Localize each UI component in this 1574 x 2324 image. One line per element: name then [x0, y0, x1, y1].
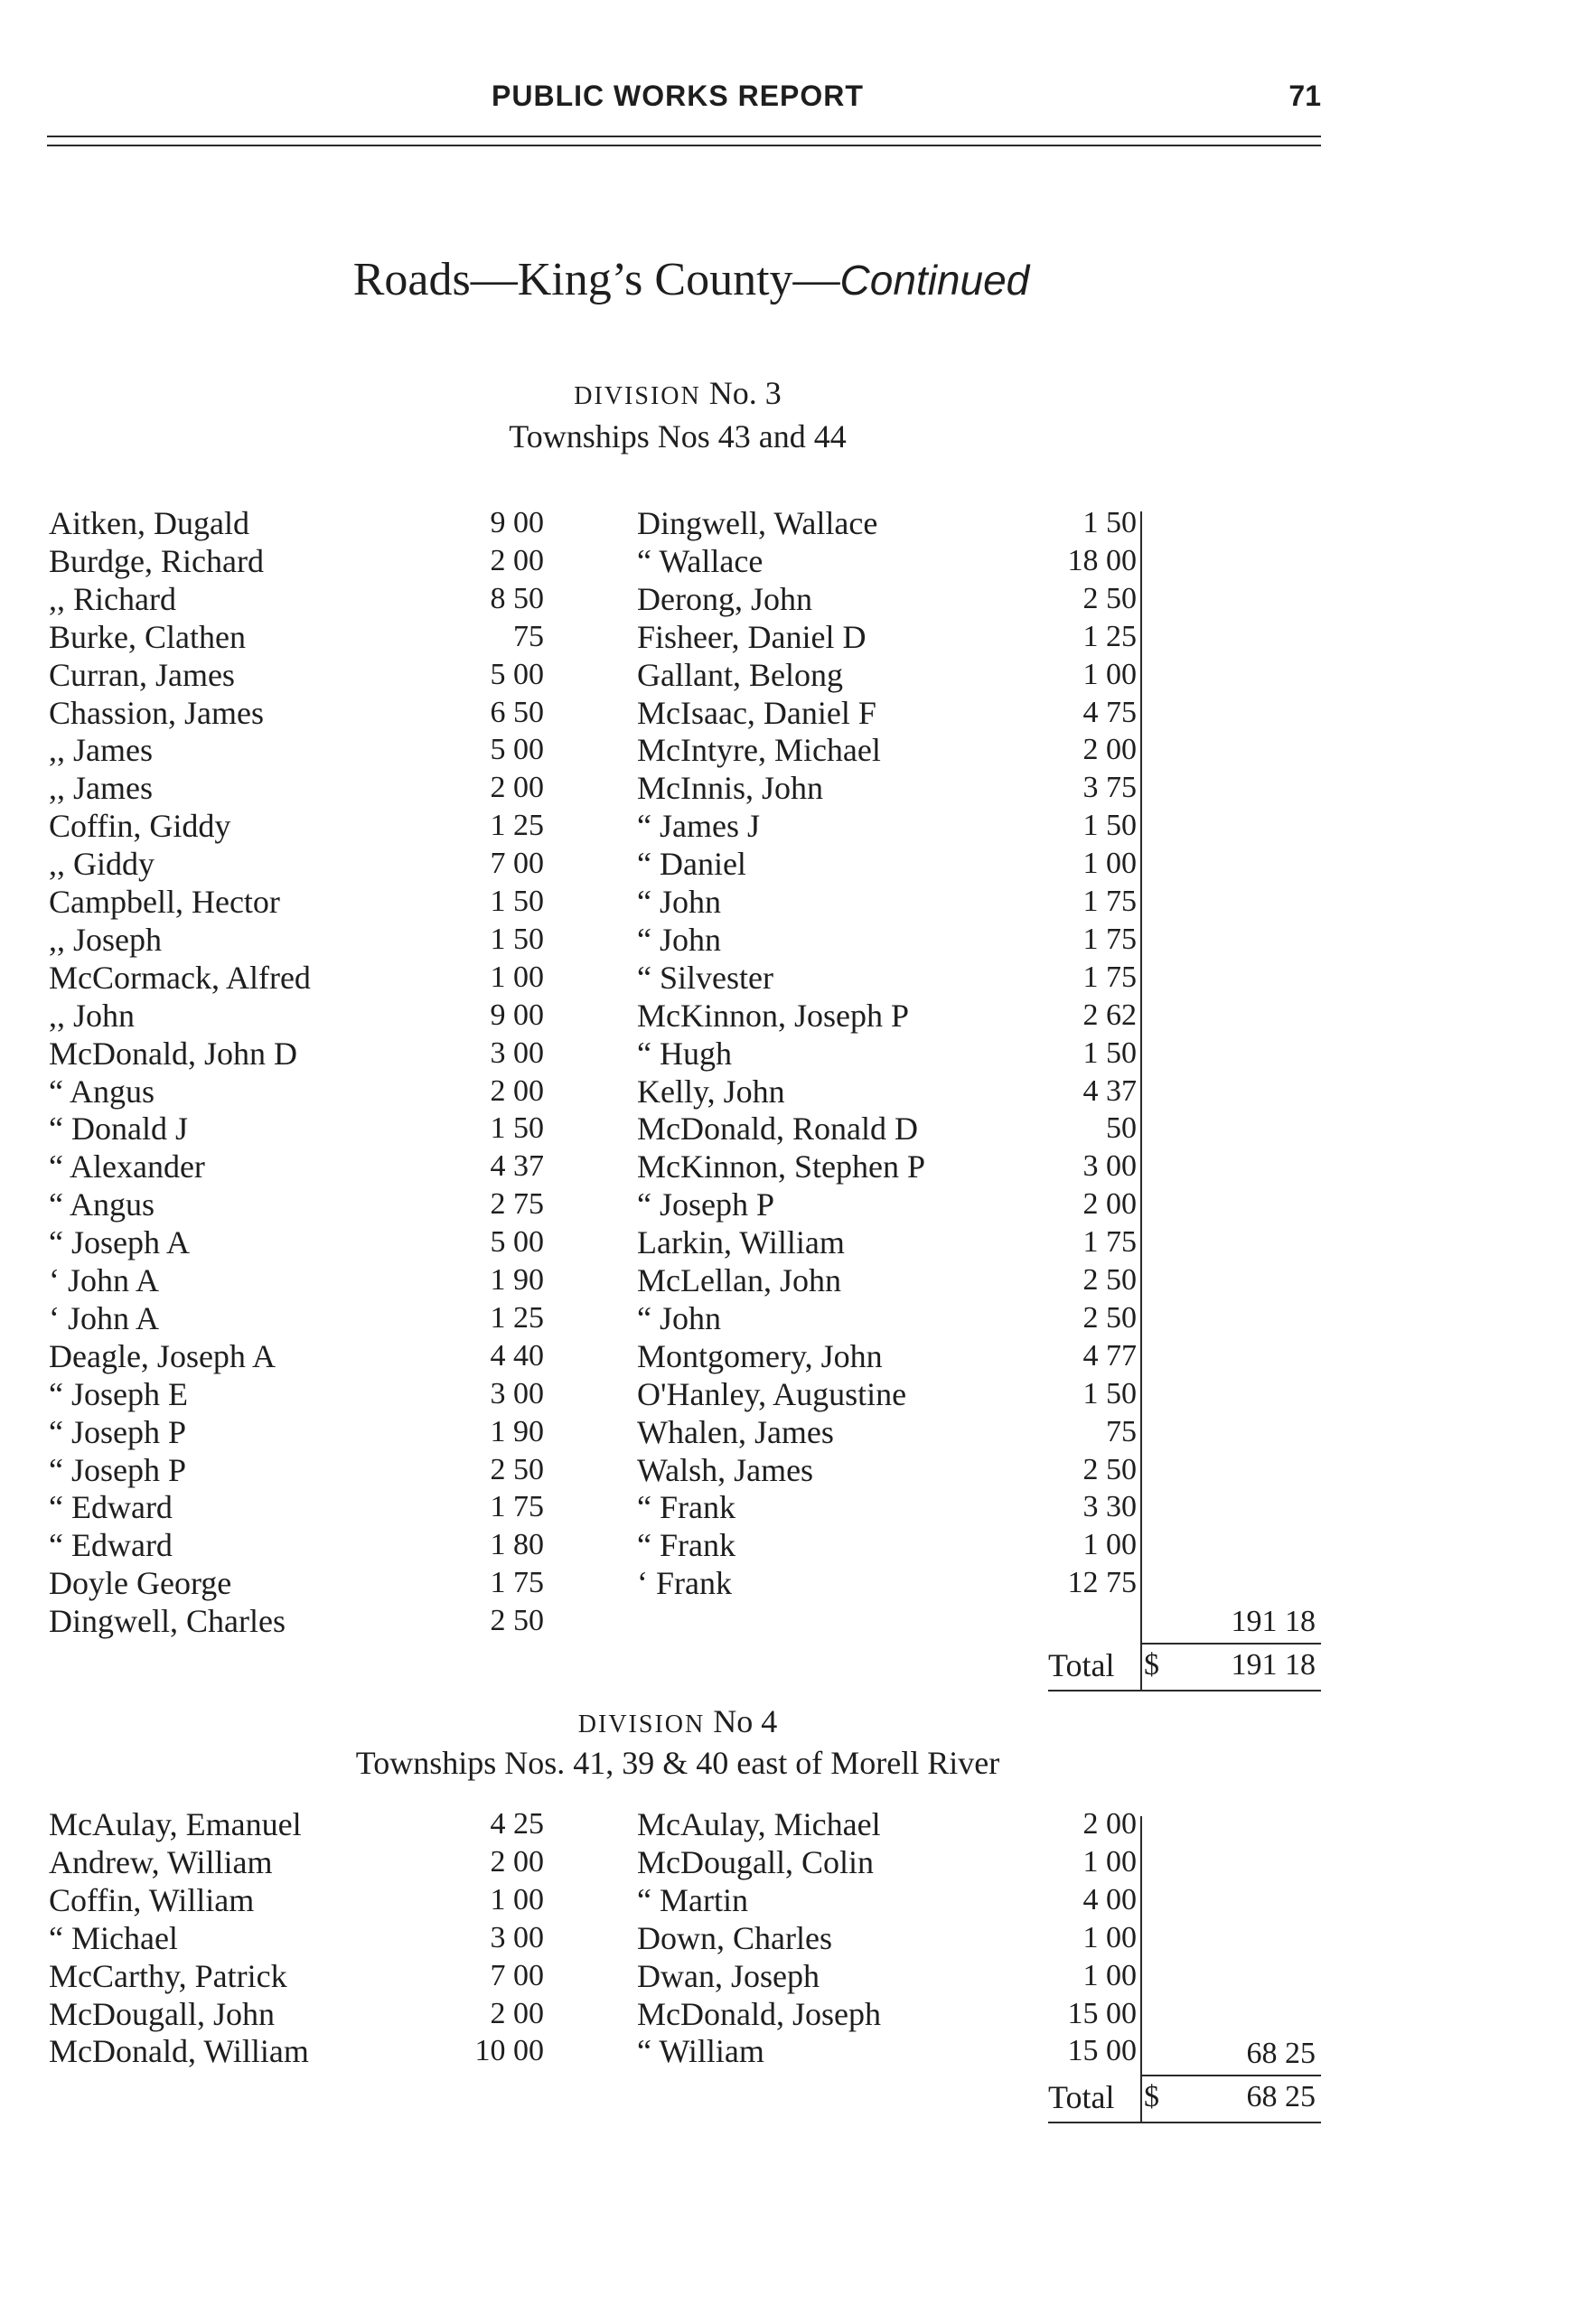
ledger-entry-amount: 7 00	[490, 847, 544, 881]
ledger-entry-name: McInnis, John	[637, 770, 823, 807]
header-rule-bottom	[47, 145, 1321, 146]
ledger-entry-name: Kelly, John	[637, 1073, 785, 1110]
ledger-entry-amount: 10 00	[474, 2034, 544, 2068]
ledger-entry-name: Doyle George	[49, 1565, 232, 1602]
ledger-entry-amount: 2 50	[490, 1452, 544, 1486]
ledger-entry-amount: 3 00	[490, 1376, 544, 1410]
ledger-entry-name: “ Silvester	[637, 959, 773, 996]
ledger-entry-amount: 1 50	[490, 885, 544, 918]
ledger-entry-name: “ Joseph P	[49, 1413, 186, 1450]
ledger-entry-amount: 1 00	[1082, 1528, 1137, 1562]
ledger-entry-name: McDougall, John	[49, 1995, 275, 2032]
ledger-entry-amount: 2 00	[490, 1996, 544, 2030]
ledger-entry-amount: 2 75	[490, 1187, 544, 1222]
ledger-entry-name: Andrew, William	[49, 1843, 273, 1880]
ledger-entry-name: “ Alexander	[49, 1148, 205, 1185]
ledger-entry-amount: 1 50	[1082, 1035, 1137, 1070]
ledger-entry-amount: 1 00	[490, 960, 544, 994]
ledger-entry-name: “ Hugh	[637, 1035, 732, 1072]
ledger-entry-name: “ Joseph P	[637, 1186, 774, 1223]
ledger-entry-amount: 4 00	[1082, 1882, 1137, 1916]
ledger-entry-name: Dwan, Joseph	[637, 1957, 820, 1994]
ledger-entry-amount: 1 00	[1082, 657, 1137, 691]
ledger-entry-amount: 2 50	[490, 1604, 544, 1638]
ledger-entry-name: Down, Charles	[637, 1919, 832, 1956]
ledger-entry-name: ,, Joseph	[49, 921, 162, 958]
ledger-entry-amount: 3 00	[490, 1920, 544, 1954]
ledger-entry-amount: 12 75	[1067, 1566, 1137, 1600]
ledger-entry-name: Coffin, Giddy	[49, 808, 231, 845]
ledger-entry-name: McDonald, John D	[49, 1035, 297, 1072]
ledger-entry-amount: 8 50	[490, 581, 544, 615]
ledger-entry-amount: 9 00	[490, 506, 544, 539]
ledger-entry-name: McCormack, Alfred	[49, 959, 311, 996]
ledger-entry-amount: 2 50	[1082, 1452, 1137, 1486]
ledger-entry-amount: 1 00	[1082, 1844, 1137, 1879]
page-number: 71	[1288, 80, 1321, 112]
division-4-total-rule	[1048, 2122, 1321, 2123]
ledger-entry-amount: 50	[1106, 1111, 1137, 1146]
ledger-entry-amount: 2 50	[1082, 1263, 1137, 1297]
ledger-entry-name: Fisheer, Daniel D	[637, 618, 867, 655]
ledger-entry-name: McKinnon, Joseph P	[637, 997, 910, 1034]
ledger-entry-amount: 9 00	[490, 998, 544, 1032]
division-4-total-label: Total	[1048, 2079, 1115, 2115]
ledger-entry-amount: 1 00	[1082, 1920, 1137, 1954]
ledger-entry-name: “ Martin	[637, 1881, 748, 1918]
running-header	[0, 80, 1574, 116]
ledger-entry-amount: 4 75	[1082, 695, 1137, 729]
ledger-entry-amount: 1 90	[490, 1414, 544, 1448]
ledger-entry-name: “ Michael	[49, 1919, 178, 1956]
ledger-entry-amount: 2 50	[1082, 1300, 1137, 1335]
ledger-entry-amount: 1 90	[490, 1263, 544, 1297]
ledger-entry-amount: 1 75	[1082, 885, 1137, 918]
division-4-heading	[0, 1702, 1355, 1740]
division-4-column-rule	[1140, 1816, 1142, 2123]
ledger-entry-amount: 1 50	[490, 922, 544, 956]
ledger-entry-amount: 2 00	[490, 1073, 544, 1108]
ledger-entry-name: Whalen, James	[637, 1413, 834, 1450]
division-3-sum-rule	[1140, 1643, 1321, 1645]
ledger-entry-name: McIsaac, Daniel F	[637, 694, 876, 731]
ledger-entry-name: “ Donald J	[49, 1110, 188, 1148]
ledger-entry-amount: 2 00	[1082, 1807, 1137, 1841]
ledger-entry-name: “ Edward	[49, 1489, 173, 1526]
ledger-entry-name: McLellan, John	[637, 1262, 841, 1298]
ledger-entry-name: Dingwell, Wallace	[637, 505, 878, 541]
ledger-entry-amount: 4 37	[1082, 1073, 1137, 1108]
ledger-entry-amount: 2 00	[1082, 733, 1137, 767]
ledger-entry-amount: 5 00	[490, 657, 544, 691]
division-3-subheading: Townships Nos 43 and 44	[509, 418, 847, 454]
ledger-entry-name: McCarthy, Patrick	[49, 1957, 287, 1994]
division-3-number: No. 3	[708, 375, 782, 411]
ledger-entry-name: “ John	[637, 884, 721, 920]
ledger-entry-amount: 1 75	[490, 1490, 544, 1524]
ledger-entry-name: McAulay, Michael	[637, 1806, 881, 1842]
ledger-entry-amount: 4 37	[490, 1149, 544, 1184]
ledger-entry-name: Curran, James	[49, 656, 235, 693]
ledger-entry-amount: 1 75	[1082, 1225, 1137, 1260]
ledger-entry-name: ,, John	[49, 997, 136, 1034]
ledger-entry-name: ‘ John A	[49, 1299, 160, 1336]
ledger-entry-name: Dingwell, Charles	[49, 1603, 286, 1640]
ledger-entry-amount: 1 50	[1082, 506, 1137, 539]
ledger-entry-name: Deagle, Joseph A	[49, 1337, 276, 1374]
division-3-total-label: Total	[1048, 1647, 1115, 1683]
division-3-total: 191 18	[1231, 1648, 1316, 1682]
ledger-entry-name: McDonald, Ronald D	[637, 1110, 918, 1148]
ledger-entry-name: Gallant, Belong	[637, 656, 843, 693]
ledger-entry-name: “ Joseph A	[49, 1224, 190, 1261]
ledger-entry-amount: 1 00	[1082, 1958, 1137, 1992]
ledger-entry-amount: 2 00	[1082, 1187, 1137, 1222]
ledger-entry-amount: 1 50	[490, 1111, 544, 1146]
ledger-entry-name: McDougall, Colin	[637, 1843, 874, 1880]
ledger-entry-name: “ Angus	[49, 1073, 155, 1110]
ledger-entry-amount: 3 00	[1082, 1149, 1137, 1184]
ledger-entry-amount: 2 00	[490, 543, 544, 577]
ledger-entry-amount: 1 50	[1082, 1376, 1137, 1410]
division-4-subtotal: 68 25	[1246, 2037, 1316, 2070]
ledger-entry-amount: 1 25	[490, 1300, 544, 1335]
ledger-entry-name: “ John	[637, 921, 721, 958]
division-3-total-rule	[1048, 1690, 1321, 1691]
ledger-entry-amount: 2 00	[490, 1844, 544, 1879]
division-4-sum-rule	[1140, 2075, 1321, 2076]
ledger-entry-amount: 1 75	[490, 1566, 544, 1600]
ledger-entry-name: “ Daniel	[637, 846, 746, 883]
ledger-entry-name: “ John	[637, 1299, 721, 1336]
ledger-entry-amount: 6 50	[490, 695, 544, 729]
ledger-entry-amount: 18 00	[1067, 543, 1137, 577]
title-continued: Continued	[839, 257, 1030, 304]
page-title	[0, 253, 1382, 306]
ledger-entry-amount: 1 50	[1082, 809, 1137, 843]
ledger-entry-amount: 5 00	[490, 733, 544, 767]
ledger-entry-name: ‘ Frank	[637, 1565, 732, 1602]
division-3-column-rule	[1140, 511, 1142, 1691]
ledger-entry-name: “ Frank	[637, 1489, 735, 1526]
ledger-entry-name: “ Joseph E	[49, 1375, 188, 1412]
ledger-entry-name: “ Joseph P	[49, 1451, 186, 1488]
header-rule-top	[47, 136, 1321, 137]
ledger-entry-amount: 3 00	[490, 1035, 544, 1070]
ledger-entry-name: ‘ John A	[49, 1262, 160, 1298]
ledger-entry-name: Burke, Clathen	[49, 618, 246, 655]
ledger-entry-name: McKinnon, Stephen P	[637, 1148, 925, 1185]
ledger-entry-name: ,, James	[49, 732, 153, 769]
division-4-number: No 4	[713, 1703, 778, 1739]
ledger-entry-amount: 1 75	[1082, 922, 1137, 956]
division-3-total-dollar: $	[1144, 1648, 1159, 1682]
ledger-entry-name: McDonald, Joseph	[637, 1995, 881, 2032]
division-4-subheading: Townships Nos. 41, 39 & 40 east of Morell River	[355, 1745, 1000, 1781]
division-4-total: 68 25	[1246, 2080, 1316, 2113]
header-title: PUBLIC WORKS REPORT	[492, 80, 864, 112]
ledger-entry-name: Coffin, William	[49, 1881, 255, 1918]
division-3-label: DIVISION	[574, 382, 701, 410]
ledger-entry-amount: 2 50	[1082, 581, 1137, 615]
ledger-entry-name: McDonald, William	[49, 2033, 309, 2070]
ledger-entry-amount: 15 00	[1067, 1996, 1137, 2030]
ledger-entry-amount: 1 25	[490, 809, 544, 843]
ledger-entry-name: ,, Giddy	[49, 846, 155, 883]
division-4-total-dollar: $	[1144, 2080, 1159, 2113]
ledger-entry-amount: 4 40	[490, 1338, 544, 1373]
ledger-entry-name: “ Edward	[49, 1527, 173, 1564]
ledger-entry-name: O'Hanley, Augustine	[637, 1375, 907, 1412]
ledger-entry-amount: 1 25	[1082, 619, 1137, 653]
ledger-entry-amount: 75	[513, 619, 544, 653]
ledger-entry-amount: 4 25	[490, 1807, 544, 1841]
ledger-entry-name: “ Frank	[637, 1527, 735, 1564]
division-3-heading	[0, 374, 1355, 412]
ledger-entry-name: “ Angus	[49, 1186, 155, 1223]
ledger-entry-name: Campbell, Hector	[49, 884, 280, 920]
ledger-entry-name: ,, Richard	[49, 580, 176, 617]
ledger-entry-name: Derong, John	[637, 580, 812, 617]
ledger-entry-name: “ William	[637, 2033, 764, 2070]
title-main: Roads—King’s County—	[352, 254, 840, 305]
ledger-entry-name: McAulay, Emanuel	[49, 1806, 302, 1842]
division-4-label: DIVISION	[577, 1710, 706, 1738]
ledger-entry-amount: 15 00	[1067, 2034, 1137, 2068]
ledger-entry-name: Chassion, James	[49, 694, 264, 731]
ledger-entry-amount: 1 00	[490, 1882, 544, 1916]
ledger-entry-name: “ James J	[637, 808, 760, 845]
ledger-entry-amount: 2 62	[1082, 998, 1137, 1032]
ledger-entry-amount: 7 00	[490, 1958, 544, 1992]
ledger-entry-amount: 4 77	[1082, 1338, 1137, 1373]
ledger-entry-amount: 3 75	[1082, 771, 1137, 805]
ledger-entry-amount: 3 30	[1082, 1490, 1137, 1524]
ledger-entry-amount: 2 00	[490, 771, 544, 805]
ledger-entry-amount: 1 75	[1082, 960, 1137, 994]
ledger-entry-amount: 1 00	[1082, 847, 1137, 881]
ledger-entry-name: Walsh, James	[637, 1451, 814, 1488]
ledger-entry-name: Burdge, Richard	[49, 542, 264, 579]
ledger-entry-name: Aitken, Dugald	[49, 505, 249, 541]
ledger-entry-amount: 1 80	[490, 1528, 544, 1562]
division-3-subtotal: 191 18	[1231, 1605, 1316, 1638]
ledger-entry-name: “ Wallace	[637, 542, 764, 579]
ledger-entry-name: McIntyre, Michael	[637, 732, 881, 769]
ledger-entry-name: Montgomery, John	[637, 1337, 883, 1374]
ledger-entry-name: ,, James	[49, 770, 153, 807]
ledger-entry-name: Larkin, William	[637, 1224, 845, 1261]
ledger-entry-amount: 75	[1106, 1414, 1137, 1448]
ledger-entry-amount: 5 00	[490, 1225, 544, 1260]
